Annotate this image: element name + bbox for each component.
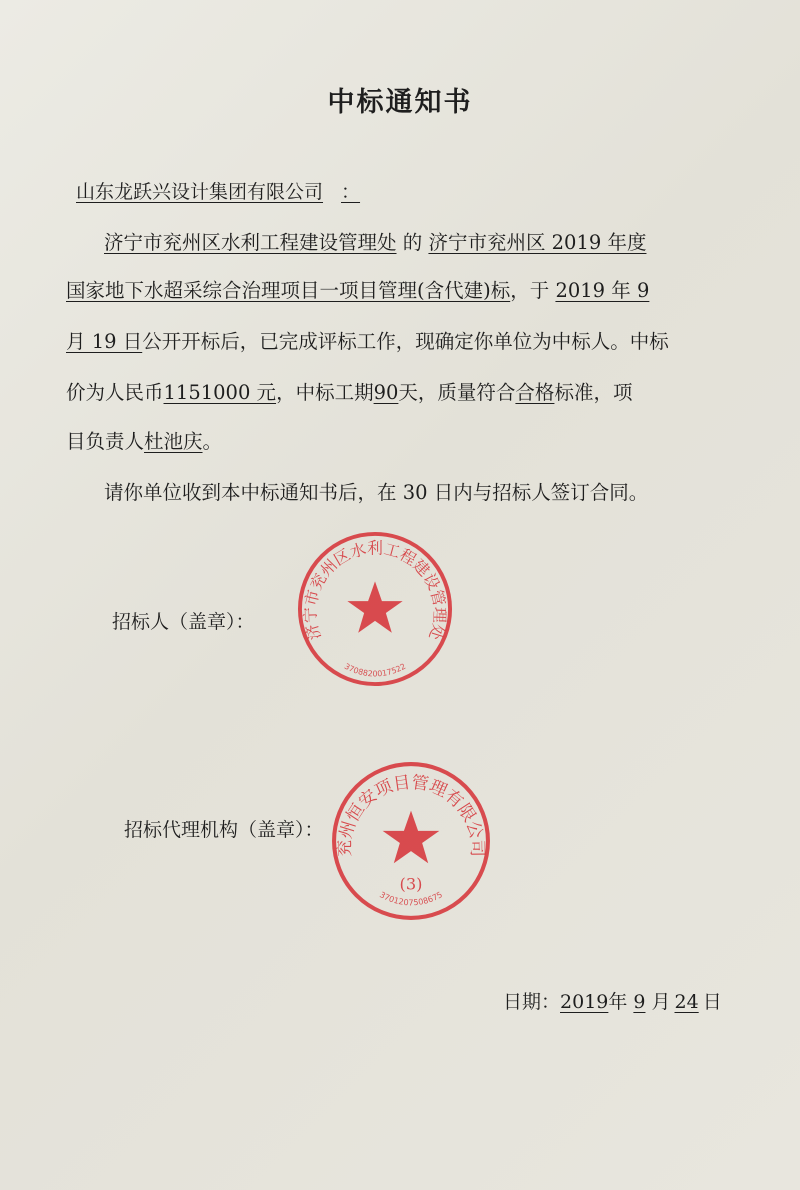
body-text: 价为人民币 (66, 381, 164, 404)
seal1-text: 济宁市兖州区水利工程建设管理处 (300, 538, 450, 643)
tenderer-seal-label: 招标人（盖章）： (112, 611, 255, 633)
addressee-line (76, 177, 360, 204)
date-year: 2019 (560, 991, 609, 1013)
seal2-text: 兖州恒安项目管理有限公司 (335, 772, 487, 858)
project-name-part2: 国家地下水超采综合治理项目一项目管理(含代建)标 (66, 279, 511, 302)
body-text: 目负责人 (66, 430, 145, 453)
body-text: 天，质量符合 (398, 381, 516, 404)
addressee-name: 山东龙跃兴设计集团有限公司 (76, 181, 324, 203)
body-line-2 (66, 275, 649, 303)
body-text: 的 (402, 231, 423, 254)
bid-price: 1151000 元 (163, 381, 277, 404)
svg-text:3708820017522 (343, 662, 407, 679)
seal1-code: 3708820017522 (342, 661, 408, 679)
body-text: ，于 (510, 279, 550, 302)
seal2-number: (3) (399, 874, 423, 894)
body-line-5 (66, 426, 222, 454)
project-manager: 杜池庆 (144, 430, 203, 453)
date-month: 9 (633, 991, 646, 1013)
agency-seal-label: 招标代理机构（盖章）： (124, 819, 324, 841)
date-month-unit: 月 (651, 991, 671, 1013)
body-text: 标准，项 (554, 381, 633, 404)
agency-seal (330, 760, 492, 922)
issue-date (503, 987, 722, 1014)
tenderer-seal (296, 530, 454, 688)
body-text: 公开开标后，已完成评标工作，现确定你单位为中标人。中标 (142, 330, 669, 353)
date-day: 24 (674, 991, 699, 1013)
seal2-code: 3701207508675 (378, 889, 444, 908)
tenderer-name: 济宁市兖州区水利工程建设管理处 (104, 231, 397, 254)
date-year-unit: 年 (608, 991, 628, 1013)
date-label: 日期： (503, 991, 561, 1013)
body-text: ，中标工期 (276, 381, 374, 404)
document-title: 中标通知书 (327, 87, 473, 118)
project-name-part1: 济宁市兖州区 2019 年度 (428, 231, 647, 254)
body-line-3 (66, 326, 669, 354)
body-line-1 (104, 227, 646, 255)
opening-date-part2: 月 19 日 (66, 330, 143, 353)
addressee-colon: ： (341, 181, 361, 203)
construction-period: 90 (373, 381, 399, 404)
opening-date-part1: 2019 年 9 (555, 279, 650, 302)
body-line-4 (66, 377, 632, 405)
body-text: 。 (202, 430, 223, 453)
date-day-unit: 日 (702, 991, 722, 1013)
body-line-6: 请你单位收到本中标通知书后，在 30 日内与招标人签订合同。 (104, 481, 649, 504)
quality-standard: 合格 (515, 381, 555, 404)
